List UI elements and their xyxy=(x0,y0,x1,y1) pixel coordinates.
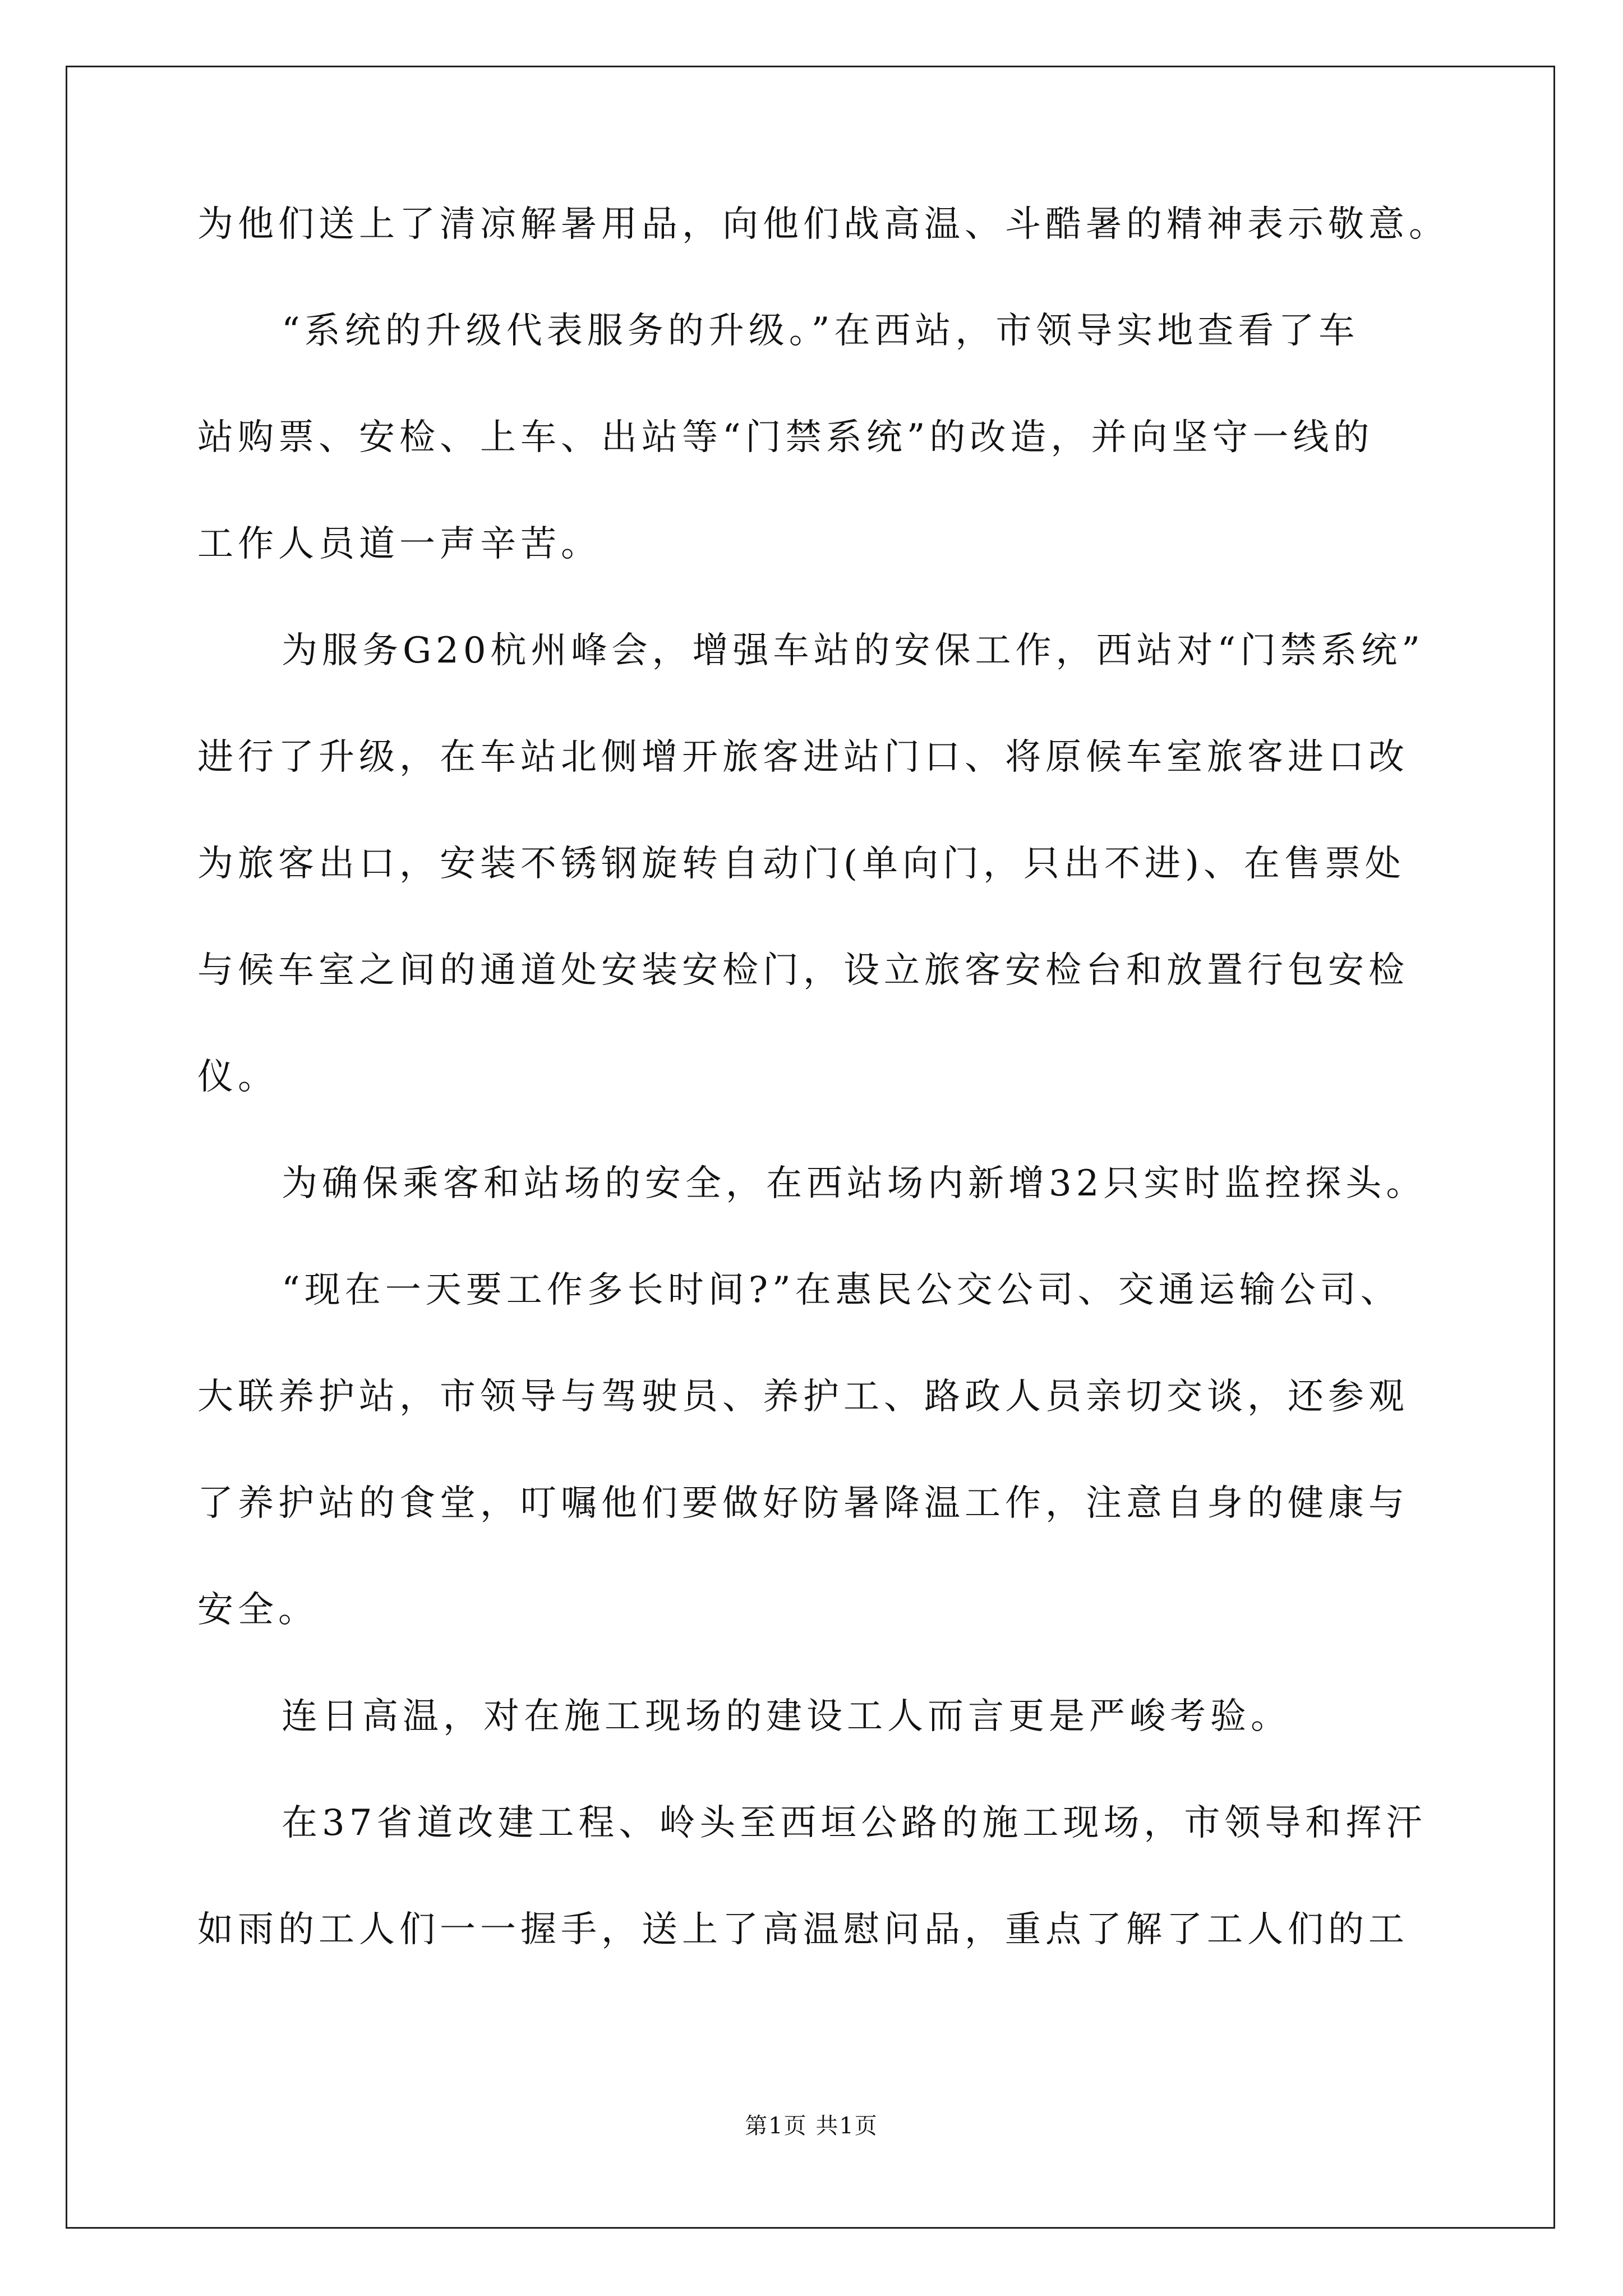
text-line: 为他们送上了清凉解暑用品，向他们战高温、斗酷暑的精神表示敬意。 xyxy=(197,204,1449,245)
text-line: 大联养护站，市领导与驾驶员、养护工、路政人员亲切交谈，还参观 xyxy=(197,1376,1409,1418)
text-line: 仪。 xyxy=(197,1056,278,1098)
text-line: “现在一天要工作多长时间?”在惠民公交公司、交通运输公司、 xyxy=(282,1269,1401,1311)
text-line: 为确保乘客和站场的安全，在西站场内新增32只实时监控探头。 xyxy=(282,1163,1427,1204)
text-line: 为服务G20杭州峰会，增强车站的安保工作，西站对“门禁系统” xyxy=(282,630,1424,671)
text-line: 在37省道改建工程、岭头至西垣公路的施工现场，市领导和挥汗 xyxy=(282,1802,1427,1844)
text-line: 站购票、安检、上车、出站等“门禁系统”的改造，并向坚守一线的 xyxy=(197,417,1374,458)
text-line: 了养护站的食堂，叮嘱他们要做好防暑降温工作，注意自身的健康与 xyxy=(197,1483,1409,1524)
text-line: “系统的升级代表服务的升级。”在西站，市领导实地查看了车 xyxy=(282,310,1359,352)
text-line: 连日高温，对在施工现场的建设工人而言更是严峻考验。 xyxy=(282,1696,1291,1737)
text-line: 如雨的工人们一一握手，送上了高温慰问品，重点了解了工人们的工 xyxy=(197,1909,1409,1950)
text-line: 为旅客出口，安装不锈钢旋转自动门(单向门，只出不进)、在售票处 xyxy=(197,843,1405,885)
text-line: 进行了升级，在车站北侧增开旅客进站门口、将原候车室旅客进口改 xyxy=(197,737,1409,778)
text-line: 工作人员道一声辛苦。 xyxy=(197,523,601,565)
text-line: 与候车室之间的通道处安装安检门，设立旅客安检台和放置行包安检 xyxy=(197,950,1409,991)
text-line: 安全。 xyxy=(197,1589,319,1631)
page-footer: 第1页 共1页 xyxy=(745,2113,878,2139)
